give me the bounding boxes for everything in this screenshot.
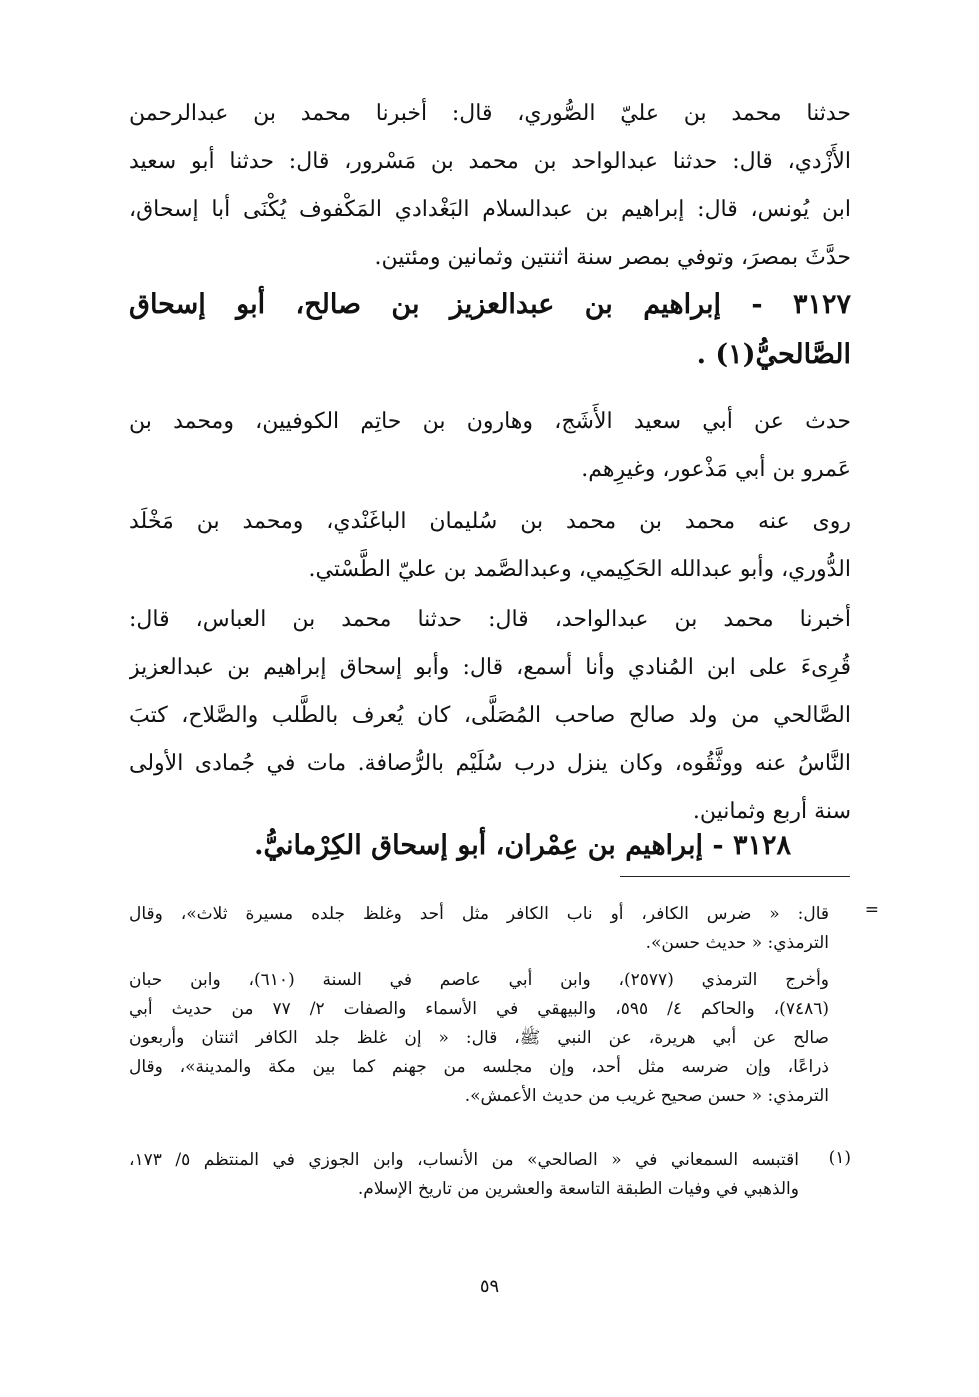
text-line: حدَّثَ بمصرَ، وتوفي بمصر سنة اثنتين وثمانين ومئتين. — [374, 245, 851, 270]
footnote-number: (١) — [828, 1148, 851, 1168]
entry-3128-heading — [129, 822, 851, 870]
page-number: ٥٩ — [479, 1276, 500, 1297]
footnote-line: والذهبي في وفيات الطبقة التاسعة والعشرين من تاريخ الإسلام. — [357, 1179, 799, 1199]
text-line: أخبرنا محمد بن عبدالواحد، قال: حدثنا محمد بن العباس، قال: — [129, 607, 851, 632]
footnote-line: ذراعًا، وإن ضرسه مثل أحد، وإن مجلسه من جهنم كما بين مكة والمدينة»، وقال — [129, 1057, 829, 1077]
text-line: الأَزْدي، قال: حدثنا عبدالواحد بن محمد بن مَسْرور، قال: حدثنا أبو سعيد — [129, 149, 851, 174]
entry-3127-para-narrators — [129, 398, 851, 494]
footnote-continuation-marker: = — [864, 900, 879, 920]
text-line: عَمرو بن أبي مَذْعور، وغيرِهم. — [581, 457, 851, 482]
footnote-line: (٧٤٨٦)، والحاكم ٤/ ٥٩٥، والبيهقي في الأسماء والصفات ٢/ ٧٧ من حديث أبي — [129, 999, 829, 1019]
text-line: الصَّالحي من ولد صالح صاحب المُصَلَّى، كان يُعرف بالطَّلب والصَّلاح، كتبَ — [129, 703, 851, 728]
text-line: ابن يُونس، قال: إبراهيم بن عبدالسلام البَغْدادي المَكْفوف يُكْنَى أبا إسحاق، — [129, 197, 851, 222]
footnote-continuation — [129, 900, 829, 958]
text-line: روى عنه محمد بن محمد بن سُليمان الباغَنْدي، ومحمد بن مَخْلَد — [129, 509, 851, 534]
text-line: حدث عن أبي سعيد الأَشَج، وهارون بن حاتِم الكوفيين، ومحمد بن — [129, 409, 851, 434]
heading-line: ٣١٢٨ - إبراهيم بن عِمْران، أبو إسحاق الكِرْمانيُّ. — [254, 830, 791, 861]
footnote-line: الترمذي: « حديث حسن». — [645, 933, 829, 953]
footnote-paragraph — [129, 966, 829, 1111]
text-line: سنة أربع وثمانين. — [692, 799, 851, 824]
footnote-line: اقتبسه السمعاني في « الصالحي» من الأنساب، وابن الجوزي في المنتظم ٥/ ١٧٣، — [129, 1150, 799, 1170]
entry-3127-para-students — [129, 498, 851, 594]
heading-line: الصَّالحيُّ(١) . — [696, 339, 851, 370]
footnote-line: قال: « ضرس الكافر، أو ناب الكافر مثل أحد وغلظ جلده مسيرة ثلاث»، وقال — [129, 904, 829, 924]
footnote-1 — [129, 1146, 799, 1204]
entry-3126-tail — [129, 90, 851, 282]
footnote-line: صالح عن أبي هريرة، عن النبي ﷺ، قال: « إن غلظ جلد الكافر اثنتان وأربعون — [129, 1028, 829, 1048]
heading-line: ٣١٢٧ - إبراهيم بن عبدالعزيز بن صالح، أبو إسحاق — [129, 289, 851, 320]
text-line: الدُّوري، وأبو عبدالله الحَكِيمي، وعبدالصَّمد بن عليّ الطَّسْتي. — [308, 557, 851, 582]
footnote-line: الترمذي: « حسن صحيح غريب من حديث الأعمش». — [464, 1086, 829, 1106]
footnote-divider — [620, 876, 850, 877]
entry-3127-heading — [129, 280, 851, 380]
text-line: حدثنا محمد بن عليّ الصُّوري، قال: أخبرنا محمد بن عبدالرحمن — [129, 101, 851, 126]
entry-3127-para-report — [129, 596, 851, 836]
text-line: قُرِىءَ على ابن المُنادي وأنا أسمع، قال: وأبو إسحاق إبراهيم بن عبدالعزيز — [129, 655, 851, 680]
footnote-line: وأخرج الترمذي (٢٥٧٧)، وابن أبي عاصم في السنة (٦١٠)، وابن حبان — [129, 970, 829, 990]
text-line: النَّاسُ عنه ووثَّقُوه، وكان ينزل درب سُلَيْم بالرُّصافة. مات في جُمادى الأولى — [129, 751, 851, 776]
